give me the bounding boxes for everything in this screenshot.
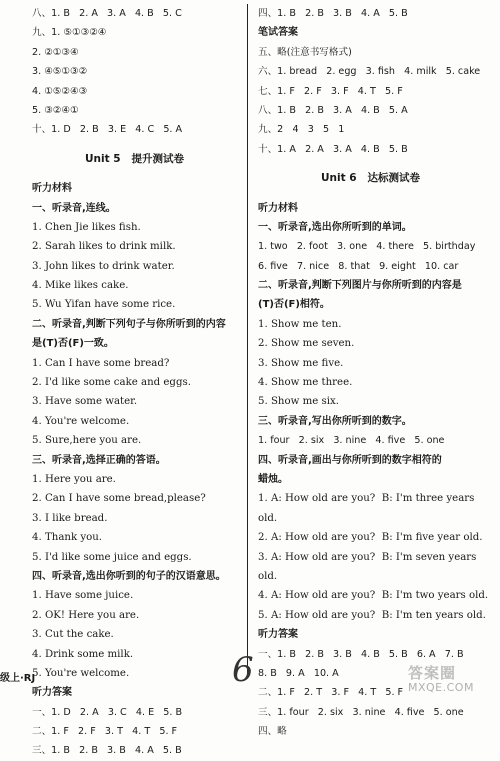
text-line: 1. Have some juice. xyxy=(32,590,134,602)
text-line: 5. I'd like some juice and eggs. xyxy=(32,551,192,563)
watermark-title: 答案圈 xyxy=(408,664,457,682)
text-line: 2. Can I have some bread,please? xyxy=(32,493,206,505)
text-line: 十、1. A 2. A 3. A 4. B 5. B xyxy=(258,143,408,155)
text-line: 2. ②①③④ xyxy=(32,46,79,58)
text-line: 4. Drink some milk. xyxy=(32,648,134,660)
handwritten-page-number: 6 xyxy=(232,650,254,690)
text-line: 十、1. D 2. B 3. E 4. C 5. A xyxy=(32,124,183,136)
text-line: 5. Sure,here you are. xyxy=(32,435,142,447)
section-label: 三、听录音,写出你所听到的数字。 xyxy=(258,415,412,427)
spacer xyxy=(258,189,483,199)
watermark-logo xyxy=(408,662,496,694)
section-label: 蜡烛。 xyxy=(258,473,288,485)
right-column xyxy=(258,4,489,741)
section-heading: Unit 5 提升测试卷 xyxy=(84,152,185,165)
text-line: 3. I like bread. xyxy=(32,512,108,524)
text-line: 三、1. B 2. B 3. B 4. A 5. B xyxy=(32,745,182,757)
text-line: 1. A: How old are you? B: I'm three years xyxy=(258,493,475,505)
text-line: 八、1. B 2. A 3. A 4. B 5. C xyxy=(32,8,182,19)
text-line: 4. Thank you. xyxy=(32,532,103,544)
spacer xyxy=(258,159,483,169)
text-line: 三、1. four 2. six 3. nine 4. five 5. one xyxy=(258,706,464,718)
section-label: 二、听录音,判断下列句子与你所听到的内容 xyxy=(32,318,226,330)
text-line: 1. Can I have some bread? xyxy=(32,357,170,369)
text-line: 1. Chen Jie likes fish. xyxy=(32,221,141,233)
text-line: 五、略(注意书写格式) xyxy=(258,46,352,58)
section-label: 笔试答案 xyxy=(258,27,298,39)
text-line: 3. A: How old are you? B: I'm seven years xyxy=(258,551,477,563)
text-line: 3. Show me five. xyxy=(258,357,344,369)
text-line: 四、略 xyxy=(258,726,287,738)
text-line: 2. Sarah likes to drink milk. xyxy=(32,241,176,253)
text-line: 5. You're welcome. xyxy=(32,667,130,679)
text-line: 1. two 2. foot 3. one 4. there 5. birthday xyxy=(258,241,476,253)
text-line: 3. Have some water. xyxy=(32,396,138,408)
section-label: 是(T)否(F)一致。 xyxy=(32,338,114,350)
text-line: 5. A: How old are you? B: I'm ten years old. xyxy=(258,609,486,621)
text-line: 九、2 4 3 5 1 xyxy=(258,124,345,136)
text-line: 5. ③②④① xyxy=(32,104,79,116)
text-line: 2. I'd like some cake and eggs. xyxy=(32,377,191,389)
section-label: 听力答案 xyxy=(32,687,72,699)
text-line: 2. A: How old are you? B: I'm five year old. xyxy=(258,532,483,544)
text-line: 1. four 2. six 3. nine 4. five 5. one xyxy=(258,435,445,447)
section-label: 二、听录音,判断下列图片与你所听到的内容是 xyxy=(258,280,462,292)
text-line: 5. Wu Yifan have some rice. xyxy=(32,299,176,311)
text-line: 一、1. B 2. B 3. B 4. B 5. B 6. A 7. B xyxy=(258,648,464,660)
text-line: 4. Mike likes cake. xyxy=(32,280,129,292)
section-label: 听力答案 xyxy=(258,629,298,641)
text-line: 二、1. F 2. F 3. T 4. T 5. F xyxy=(32,726,178,738)
spacer xyxy=(32,169,237,179)
grade-footer: 级上·RJ xyxy=(0,673,36,684)
section-label: 一、听录音,选出你所听到的单词。 xyxy=(258,221,412,233)
text-line: 一、1. D 2. A 3. C 4. E 5. B xyxy=(32,706,183,718)
text-line: 6. five 7. nice 8. that 9. eight 10. car xyxy=(258,260,459,272)
text-line: 二、1. F 2. T 3. F 4. T 5. F xyxy=(258,687,404,699)
text-line: 1. Here you are. xyxy=(32,473,116,485)
text-line: 八、1. B 2. B 3. A 4. B 5. A xyxy=(258,104,408,116)
section-label: 听力材料 xyxy=(32,183,72,195)
text-line: 3. Cut the cake. xyxy=(32,629,114,641)
section-heading: Unit 6 达标测试卷 xyxy=(320,172,421,185)
column-divider xyxy=(247,4,248,676)
watermark-url: MXQE.COM xyxy=(408,681,474,694)
text-line: 4. A: How old are you? B: I'm two years old. xyxy=(258,590,489,602)
text-line: 2. Show me seven. xyxy=(258,338,355,350)
text-line: 四、1. B 2. B 3. B 4. A 5. B xyxy=(258,8,408,19)
section-label: 一、听录音,连线。 xyxy=(32,202,116,214)
text-line: old. xyxy=(258,512,278,524)
text-line: 8. B 9. A 10. A xyxy=(258,667,339,679)
text-line: 九、1. ⑤①③②④ xyxy=(32,27,107,39)
spacer xyxy=(32,140,237,150)
left-column xyxy=(32,4,237,761)
text-line: 3. John likes to drink water. xyxy=(32,260,175,272)
text-line: 六、1. bread 2. egg 3. fish 4. milk 5. cake xyxy=(258,66,481,78)
text-line: 七、1. F 2. F 3. F 4. T 5. F xyxy=(258,85,403,97)
text-line: 3. ④⑤①③② xyxy=(32,66,88,78)
text-line: 1. Show me ten. xyxy=(258,318,342,330)
section-label: 四、听录音,选出你听到的句子的汉语意思。 xyxy=(32,570,226,582)
text-line: 2. OK! Here you are. xyxy=(32,609,140,621)
text-line: old. xyxy=(258,570,278,582)
section-label: 三、听录音,选择正确的答语。 xyxy=(32,454,166,466)
text-line: 4. You're welcome. xyxy=(32,415,130,427)
section-label: 四、听录音,画出与你所听到的数字相符的 xyxy=(258,454,442,466)
section-label: 听力材料 xyxy=(258,202,298,214)
text-line: 4. Show me three. xyxy=(258,377,353,389)
text-line: 5. Show me six. xyxy=(258,396,339,408)
text-line: 4. ①⑤②④③ xyxy=(32,85,88,97)
section-label: (T)否(F)相符。 xyxy=(258,299,330,311)
